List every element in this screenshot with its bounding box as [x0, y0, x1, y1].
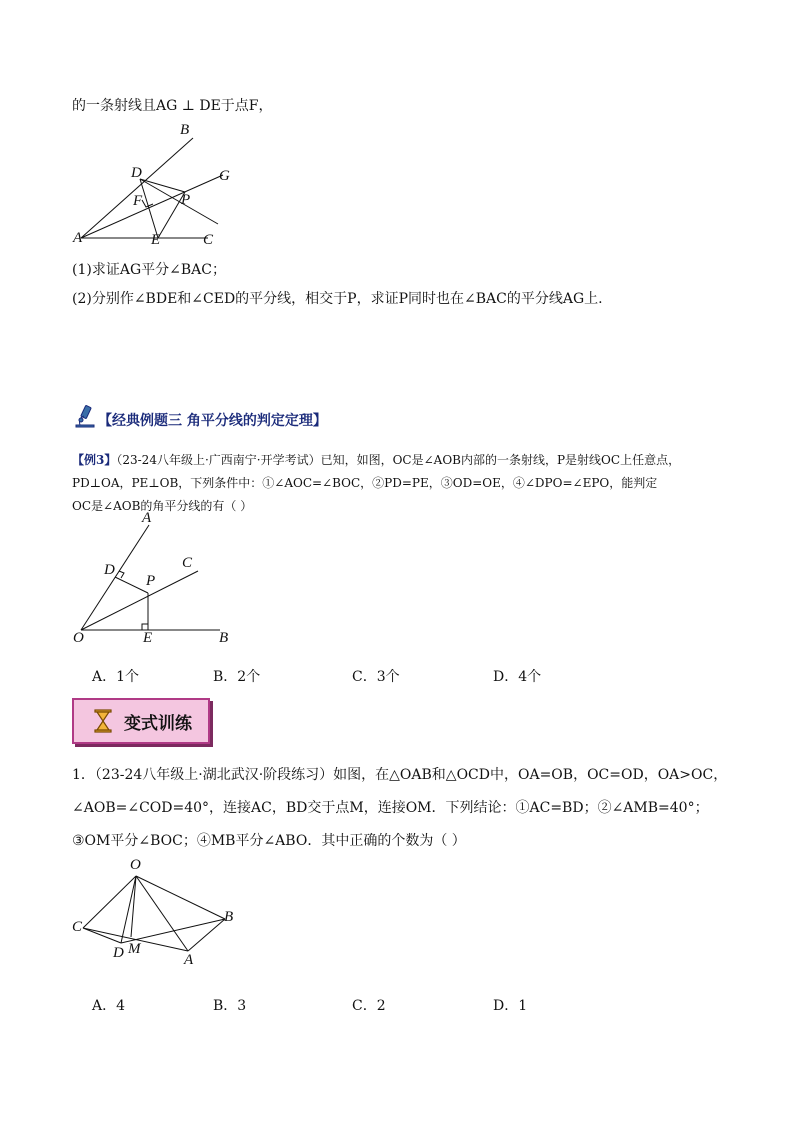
fig1-label-g: G [219, 168, 230, 184]
text-line-top: 的一条射线且AG ⊥ DE于点F， [72, 98, 273, 114]
fig1-label-d: D [131, 165, 142, 181]
question-part-2: (2)分别作∠BDE和∠CED的平分线，相交于P，求证P同时也在∠BAC的平分线AG上. [72, 291, 603, 307]
example-3-option-b[interactable]: B．2个 [213, 669, 261, 685]
fig2-label-a: A [142, 510, 152, 526]
fig1-label-b: B [180, 122, 190, 138]
question-1-option-c[interactable]: C．2 [352, 998, 386, 1014]
question-1-option-a[interactable]: A．4 [92, 998, 126, 1014]
question-part-1: (1)求证AG平分∠BAC； [72, 262, 226, 278]
example-3-option-a[interactable]: A．1个 [92, 669, 140, 685]
fig2-label-b: B [219, 630, 229, 646]
fig2-label-e: E [143, 630, 153, 646]
example-3-tag: 【例3】 [72, 453, 117, 467]
fig3-label-m: M [128, 941, 141, 957]
question-1-option-d[interactable]: D．1 [493, 998, 528, 1014]
fig2-label-c: C [182, 555, 193, 571]
figure-3-triangles [70, 860, 250, 970]
question-1-line-1: 1．（23-24八年级上·湖北武汉·阶段练习）如图，在△OAB和△OCD中，OA=OB，OC=OD，OA>OC， [72, 767, 728, 783]
training-label: 变式训练 [124, 713, 192, 734]
example-3-line-3: OC是∠AOB的角平分线的有（ ） [72, 499, 253, 513]
microscope-icon [72, 404, 98, 430]
question-1-line-2: ∠AOB=∠COD=40°，连接AC，BD交于点M，连接OM．下列结论：①AC=BD；②∠AMB=40°； [72, 800, 709, 816]
figure-1-triangle [60, 120, 260, 250]
fig3-label-a: A [184, 952, 194, 968]
fig1-label-c: C [203, 232, 214, 248]
fig2-label-o: O [73, 630, 84, 646]
example-3-text-1: （23-24八年级上·广西南宁·开学考试）已知，如图，OC是∠AOB内部的一条射线，P是射线OC上任意点， [116, 453, 681, 467]
section-title: 【经典例题三 角平分线的判定定理】 [98, 413, 327, 429]
fig3-label-c: C [72, 919, 83, 935]
fig3-label-d: D [113, 945, 124, 961]
question-1-line-3: ③OM平分∠BOC；④MB平分∠ABO．其中正确的个数为（ ） [72, 833, 466, 849]
question-1-option-b[interactable]: B．3 [213, 998, 247, 1014]
hourglass-icon [90, 708, 116, 734]
example-3-option-c[interactable]: C．3个 [352, 669, 400, 685]
training-banner [72, 698, 210, 744]
example-3-line-2: PD⊥OA，PE⊥OB，下列条件中：①∠AOC=∠BOC，②PD=PE，③OD=OE，④∠DPO=∠EPO，能判定 [72, 476, 658, 490]
fig3-label-o: O [130, 857, 141, 873]
fig2-label-p: P [146, 573, 156, 589]
fig1-label-p: P [181, 192, 191, 208]
example-3-option-d[interactable]: D．4个 [493, 669, 542, 685]
fig1-label-e: E [151, 232, 161, 248]
fig3-label-b: B [224, 909, 234, 925]
fig1-label-a: A [73, 230, 83, 246]
fig2-label-d: D [104, 562, 115, 578]
example-3-line-1 [72, 450, 680, 470]
fig1-label-f: F [133, 193, 143, 209]
